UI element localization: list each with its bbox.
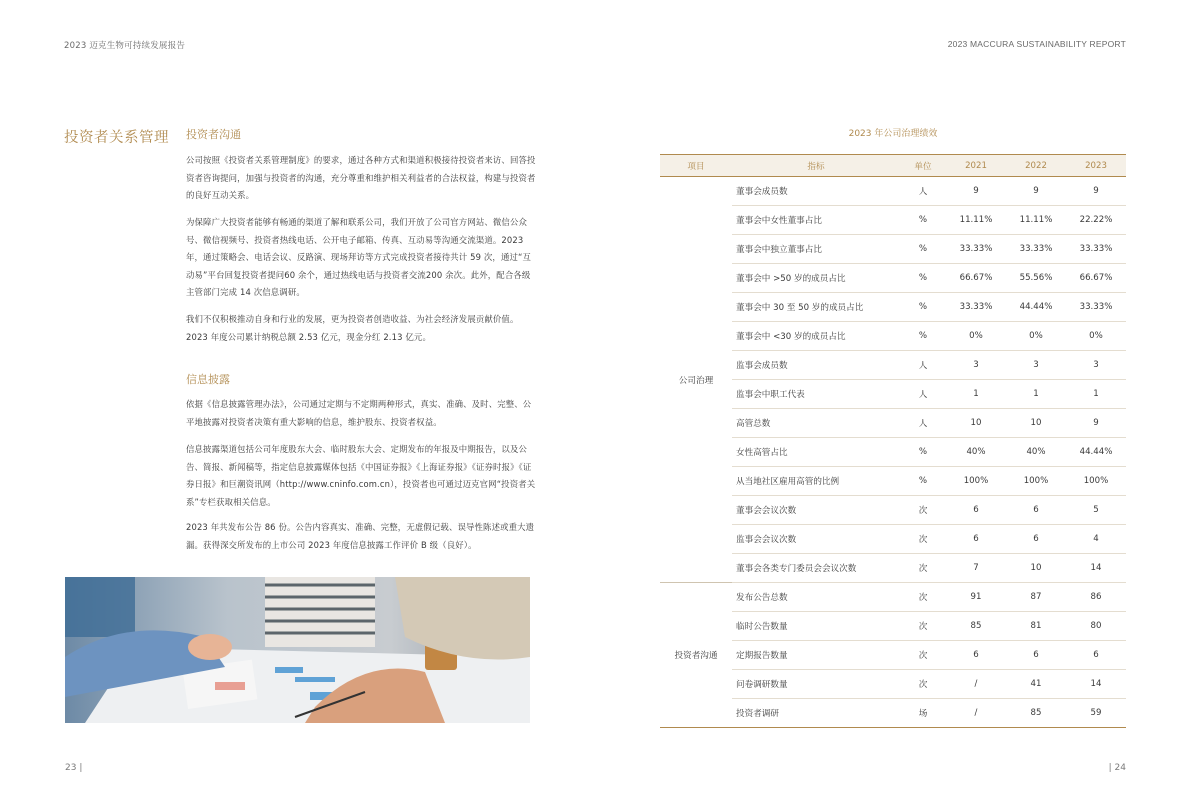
unit-cell: % — [900, 264, 946, 293]
unit-cell: % — [900, 467, 946, 496]
value-2022-cell: 40% — [1006, 438, 1066, 467]
indicator-cell: 发布公告总数 — [732, 583, 900, 612]
value-2021-cell: 33.33% — [946, 293, 1006, 322]
value-2023-cell: 44.44% — [1066, 438, 1126, 467]
indicator-cell: 董事会会议次数 — [732, 496, 900, 525]
disclosure-paragraph-2: 信息披露渠道包括公司年度股东大会、临时股东大会、定期发布的年报及中期报告，以及公告、简报、新闻稿等，指定信息披露媒体包括《中国证券报》《上海证券报》《证券时报》《证券日报》和巨潮资讯网（http://www.cninfo.com.cn），投资者也可通过迈克官网“投资者关系”专栏获取相关信息。 — [186, 444, 536, 507]
value-2021-cell: 6 — [946, 641, 1006, 670]
category-cell: 投资者沟通 — [660, 583, 732, 728]
value-2022-cell: 81 — [1006, 612, 1066, 641]
value-2021-cell: 1 — [946, 380, 1006, 409]
value-2021-cell: 100% — [946, 467, 1006, 496]
indicator-cell: 董事会中 >50 岁的成员占比 — [732, 264, 900, 293]
page-number-left: 23 | — [65, 763, 83, 773]
value-2023-cell: 14 — [1066, 670, 1126, 699]
value-2021-cell: / — [946, 699, 1006, 728]
value-2022-cell: 11.11% — [1006, 206, 1066, 235]
investor-communication-heading: 投资者沟通 — [186, 128, 241, 141]
page-number-right: | 24 — [1108, 763, 1126, 773]
unit-cell: % — [900, 206, 946, 235]
indicator-cell: 问卷调研数量 — [732, 670, 900, 699]
value-2022-cell: 87 — [1006, 583, 1066, 612]
table-title: 2023 年公司治理绩效 — [848, 129, 938, 139]
disclosure-paragraph-1: 依据《信息披露管理办法》，公司通过定期与不定期两种形式，真实、准确、及时、完整、公平地披露对投资者决策有重大影响的信息，维护股东、投资者权益。 — [186, 399, 532, 427]
investor-communication-paragraph-2: 为保障广大投资者能够有畅通的渠道了解和联系公司，我们开放了公司官方网站、微信公众号、微信视频号、投资者热线电话、公开电子邮箱、传真、互动易等沟通交流渠道。2023 年，通过策略会、电话会议、反路演、现场拜访等方式完成投资者接待共计 59 次，通过“互动易”平台回复投资者提问60 余个，通过热线电话与投资者交流200 余次。此外，配合各级主管部门完成 14 次信息调研。 — [186, 217, 532, 297]
table-body — [660, 177, 1126, 728]
table-header-row — [660, 155, 1126, 177]
value-2021-cell: 9 — [946, 177, 1006, 206]
page-number-right-value: 24 — [1114, 763, 1126, 773]
value-2021-cell: 85 — [946, 612, 1006, 641]
value-2022-cell: 41 — [1006, 670, 1066, 699]
unit-cell: 人 — [900, 177, 946, 206]
unit-cell: 人 — [900, 380, 946, 409]
value-2023-cell: 4 — [1066, 525, 1126, 554]
indicator-cell: 董事会中女性董事占比 — [732, 206, 900, 235]
running-header-right: 2023 MACCURA SUSTAINABILITY REPORT — [947, 39, 1126, 49]
value-2022-cell: 55.56% — [1006, 264, 1066, 293]
unit-cell: 场 — [900, 699, 946, 728]
indicator-cell: 高管总数 — [732, 409, 900, 438]
value-2023-cell: 86 — [1066, 583, 1126, 612]
unit-cell: 次 — [900, 583, 946, 612]
table-row — [660, 177, 1126, 206]
indicator-cell: 女性高管占比 — [732, 438, 900, 467]
value-2023-cell: 100% — [1066, 467, 1126, 496]
unit-cell: % — [900, 235, 946, 264]
value-2022-cell: 9 — [1006, 177, 1066, 206]
column-header-item: 项目 — [660, 155, 732, 177]
indicator-cell: 定期报告数量 — [732, 641, 900, 670]
indicator-cell: 董事会中 <30 岁的成员占比 — [732, 322, 900, 351]
indicator-cell: 监事会成员数 — [732, 351, 900, 380]
value-2022-cell: 3 — [1006, 351, 1066, 380]
value-2022-cell: 100% — [1006, 467, 1066, 496]
category-cell: 公司治理 — [660, 177, 732, 583]
value-2021-cell: 40% — [946, 438, 1006, 467]
unit-cell: 次 — [900, 496, 946, 525]
value-2022-cell: 85 — [1006, 699, 1066, 728]
value-2022-cell: 10 — [1006, 554, 1066, 583]
value-2022-cell: 6 — [1006, 496, 1066, 525]
indicator-cell: 临时公告数量 — [732, 612, 900, 641]
value-2023-cell: 33.33% — [1066, 293, 1126, 322]
unit-cell: 人 — [900, 351, 946, 380]
value-2022-cell: 6 — [1006, 525, 1066, 554]
value-2021-cell: 6 — [946, 525, 1006, 554]
column-header-unit: 单位 — [900, 155, 946, 177]
unit-cell: 次 — [900, 641, 946, 670]
column-header-indicator: 指标 — [732, 155, 900, 177]
value-2021-cell: 7 — [946, 554, 1006, 583]
indicator-cell: 董事会中独立董事占比 — [732, 235, 900, 264]
column-header-2021: 2021 — [946, 155, 1006, 177]
value-2022-cell: 44.44% — [1006, 293, 1066, 322]
value-2021-cell: / — [946, 670, 1006, 699]
unit-cell: % — [900, 322, 946, 351]
unit-cell: % — [900, 438, 946, 467]
indicator-cell: 董事会成员数 — [732, 177, 900, 206]
unit-cell: 次 — [900, 670, 946, 699]
value-2023-cell: 14 — [1066, 554, 1126, 583]
value-2021-cell: 11.11% — [946, 206, 1006, 235]
disclosure-paragraph-3: 2023 年共发布公告 86 份。公告内容真实、准确、完整，无虚假记载、误导性陈述或重大遗漏。获得深交所发布的上市公司 2023 年度信息披露工作评价 B 级（良好）。 — [186, 522, 535, 550]
investor-communication-paragraph-3: 我们不仅积极推动自身和行业的发展，更为投资者创造收益、为社会经济发展贡献价值。2023 年度公司累计纳税总额 2.53 亿元，现金分红 2.13 亿元。 — [186, 314, 519, 342]
value-2023-cell: 9 — [1066, 409, 1126, 438]
investor-communication-paragraph-1: 公司按照《投资者关系管理制度》的要求，通过各种方式和渠道积极接待投资者来访、回答投资者咨询提问，加强与投资者的沟通，充分尊重和维护相关利益者的合法权益，构建与投资者的良好互动关系。 — [186, 155, 536, 200]
unit-cell: % — [900, 293, 946, 322]
indicator-cell: 董事会中 30 至 50 岁的成员占比 — [732, 293, 900, 322]
section-title: 投资者关系管理 — [64, 130, 169, 146]
running-header-left: 2023 迈克生物可持续发展报告 — [64, 41, 186, 51]
unit-cell: 次 — [900, 525, 946, 554]
value-2023-cell: 22.22% — [1066, 206, 1126, 235]
value-2021-cell: 6 — [946, 496, 1006, 525]
value-2023-cell: 59 — [1066, 699, 1126, 728]
value-2023-cell: 33.33% — [1066, 235, 1126, 264]
unit-cell: 人 — [900, 409, 946, 438]
indicator-cell: 监事会中职工代表 — [732, 380, 900, 409]
value-2023-cell: 3 — [1066, 351, 1126, 380]
value-2022-cell: 10 — [1006, 409, 1066, 438]
value-2022-cell: 1 — [1006, 380, 1066, 409]
value-2023-cell: 6 — [1066, 641, 1126, 670]
value-2023-cell: 1 — [1066, 380, 1126, 409]
value-2022-cell: 6 — [1006, 641, 1066, 670]
governance-performance-table — [660, 154, 1126, 728]
value-2021-cell: 33.33% — [946, 235, 1006, 264]
value-2021-cell: 66.67% — [946, 264, 1006, 293]
indicator-cell: 监事会会议次数 — [732, 525, 900, 554]
value-2023-cell: 0% — [1066, 322, 1126, 351]
indicator-cell: 董事会各类专门委员会会议次数 — [732, 554, 900, 583]
indicator-cell: 投资者调研 — [732, 699, 900, 728]
value-2022-cell: 33.33% — [1006, 235, 1066, 264]
value-2021-cell: 91 — [946, 583, 1006, 612]
value-2021-cell: 0% — [946, 322, 1006, 351]
unit-cell: 次 — [900, 554, 946, 583]
disclosure-heading: 信息披露 — [186, 373, 230, 386]
column-header-2022: 2022 — [1006, 155, 1066, 177]
value-2023-cell: 9 — [1066, 177, 1126, 206]
value-2022-cell: 0% — [1006, 322, 1066, 351]
indicator-cell: 从当地社区雇用高管的比例 — [732, 467, 900, 496]
meeting-photo — [65, 577, 530, 723]
value-2023-cell: 80 — [1066, 612, 1126, 641]
column-header-2023: 2023 — [1066, 155, 1126, 177]
unit-cell: 次 — [900, 612, 946, 641]
value-2023-cell: 5 — [1066, 496, 1126, 525]
value-2021-cell: 10 — [946, 409, 1006, 438]
table-row — [660, 583, 1126, 612]
page-number-left-value: 23 — [65, 763, 77, 773]
value-2021-cell: 3 — [946, 351, 1006, 380]
value-2023-cell: 66.67% — [1066, 264, 1126, 293]
